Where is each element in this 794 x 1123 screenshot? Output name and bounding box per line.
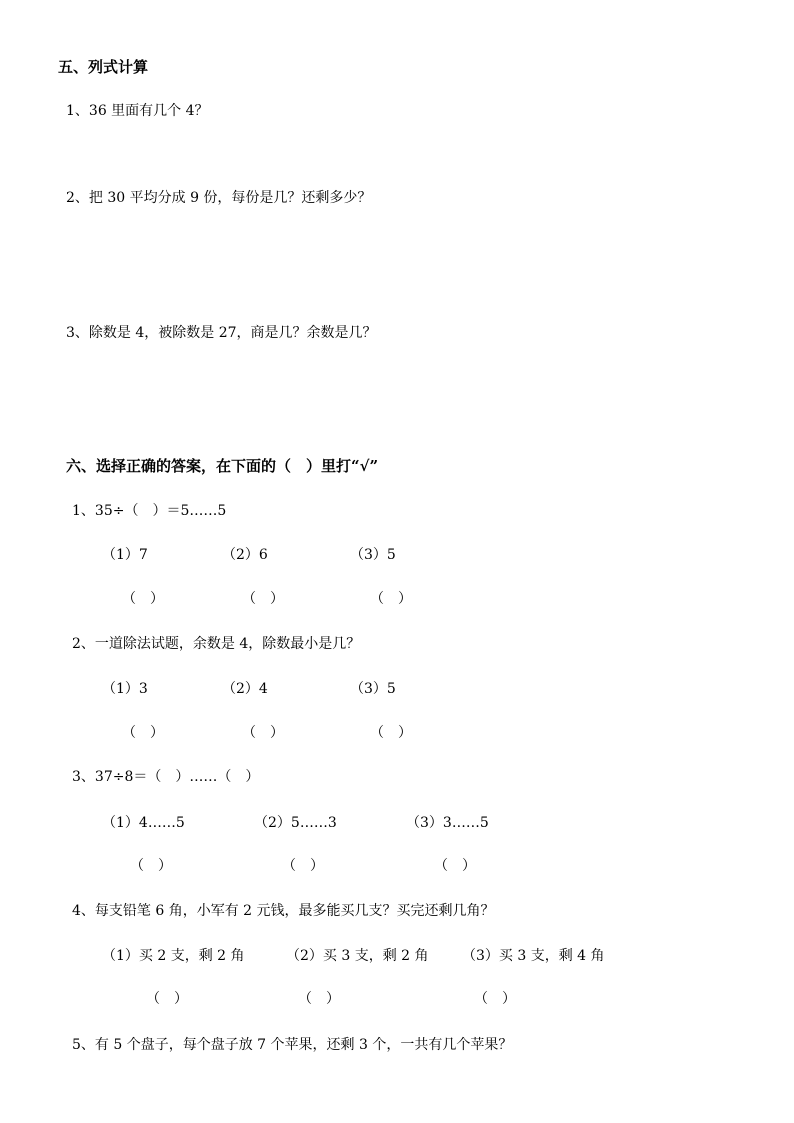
- section-6-title: 六、选择正确的答案，在下面的（ ）里打“√”: [66, 457, 379, 475]
- question-6-3-stem: 3、37÷8＝（ ）……（ ）: [72, 769, 260, 785]
- question-6-5-stem: 5、有 5 个盘子，每个盘子放 7 个苹果，还剩 3 个，一共有几个苹果？: [72, 1037, 513, 1053]
- question-6-2-stem: 2、一道除法试题，余数是 4，除数最小是几？: [72, 636, 361, 652]
- question-5-3: 3、除数是 4，被除数是 27，商是几？余数是几？: [66, 325, 377, 341]
- question-6-1-option-1: （1）7: [102, 547, 148, 563]
- question-6-1-answer-blank-3[interactable]: （ ）: [370, 591, 412, 607]
- question-6-1-answer-blank-2[interactable]: （ ）: [242, 591, 284, 607]
- question-6-2-answer-blank-3[interactable]: （ ）: [370, 725, 412, 741]
- question-6-4-option-1: （1）买 2 支，剩 2 角: [102, 948, 245, 964]
- question-6-3-answer-blank-2[interactable]: （ ）: [282, 858, 324, 874]
- question-6-1-option-2: （2）6: [222, 547, 268, 563]
- question-6-4-answer-blank-2[interactable]: （ ）: [298, 991, 340, 1007]
- question-6-2-answer-blank-1[interactable]: （ ）: [122, 725, 164, 741]
- question-6-2-option-3: （3）5: [350, 681, 396, 697]
- question-6-4-answer-blank-3[interactable]: （ ）: [474, 991, 516, 1007]
- question-6-3-option-3: （3）3……5: [406, 815, 489, 831]
- question-6-3-answer-blank-1[interactable]: （ ）: [130, 858, 172, 874]
- question-5-2: 2、把 30 平均分成 9 份，每份是几？还剩多少？: [66, 190, 372, 206]
- question-6-3-option-1: （1）4……5: [102, 815, 185, 831]
- question-6-1-stem: 1、35÷（ ）＝5……5: [72, 503, 227, 519]
- question-6-4-answer-blank-1[interactable]: （ ）: [146, 991, 188, 1007]
- question-6-2-answer-blank-2[interactable]: （ ）: [242, 725, 284, 741]
- question-6-2-option-2: （2）4: [222, 681, 268, 697]
- question-6-4-stem: 4、每支铅笔 6 角，小军有 2 元钱，最多能买几支？买完还剩几角？: [72, 903, 495, 919]
- question-6-1-option-3: （3）5: [350, 547, 396, 563]
- question-6-1-answer-blank-1[interactable]: （ ）: [122, 591, 164, 607]
- question-6-3-option-2: （2）5……3: [254, 815, 337, 831]
- section-5-title: 五、列式计算: [58, 58, 149, 76]
- question-6-4-option-3: （3）买 3 支，剩 4 角: [462, 948, 605, 964]
- question-6-3-answer-blank-3[interactable]: （ ）: [434, 858, 476, 874]
- question-6-4-option-2: （2）买 3 支，剩 2 角: [286, 948, 429, 964]
- question-6-2-option-1: （1）3: [102, 681, 148, 697]
- question-5-1: 1、36 里面有几个 4？: [66, 103, 209, 119]
